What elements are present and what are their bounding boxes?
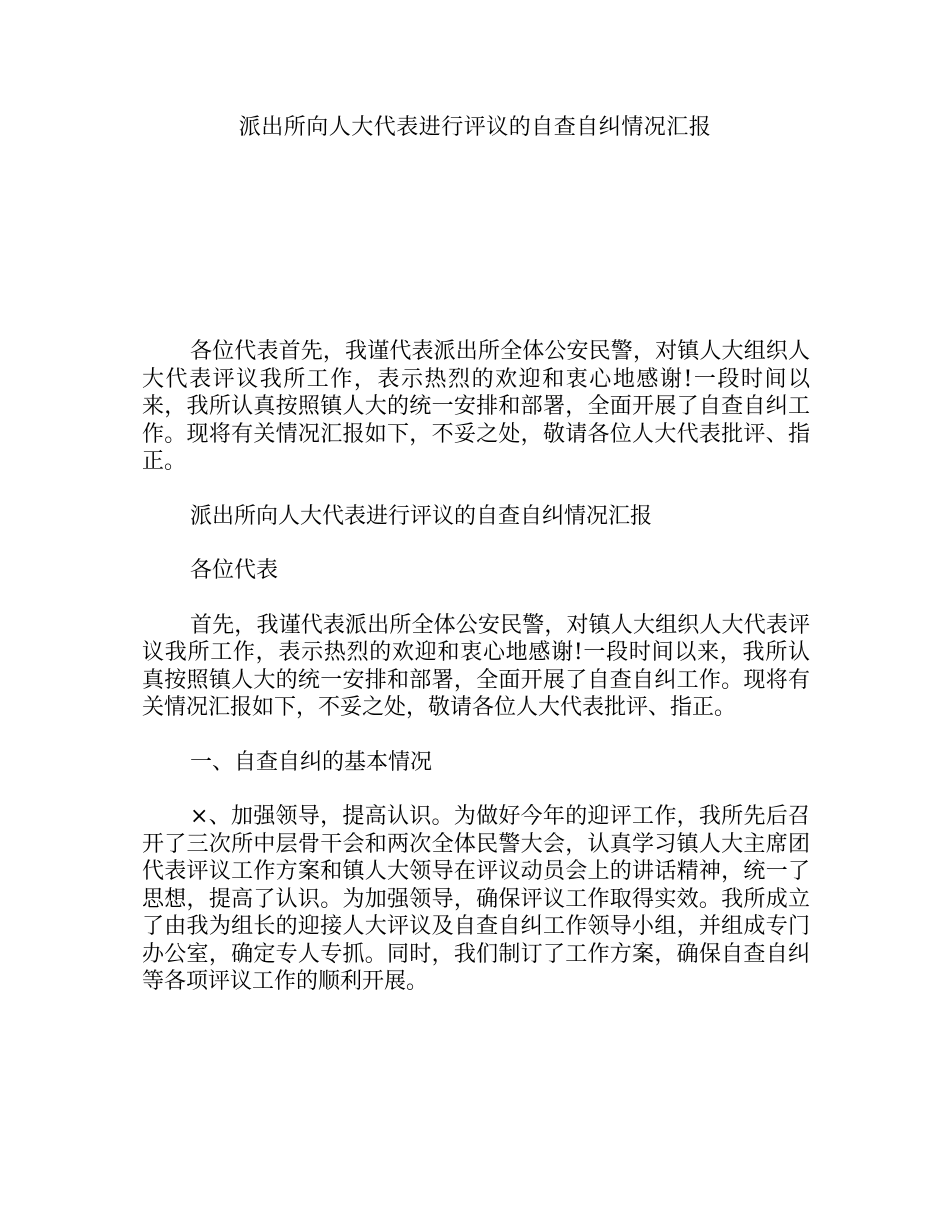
paragraph-introduction: 首先，我谨代表派出所全体公安民警，对镇人大组织人大代表评议我所工作，表示热烈的欢迎和衷心地感谢!一段时间以来，我所认真按照镇人大的统一安排和部署，全面开展了自查自纠工作。现将有关情况汇报如下，不妥之处，敬请各位人大代表批评、指正。 (142, 612, 810, 720)
document-title: 派出所向人大代表进行评议的自查自纠情况汇报 (238, 115, 712, 140)
paragraph-leadership: ×、加强领导，提高认识。为做好今年的迎评工作，我所先后召开了三次所中层骨干会和两次全体民警大会，认真学习镇人大主席团代表评议工作方案和镇人大领导在评议动员会上的讲话精神，统一了思想，提高了认识。为加强领导，确保评议工作取得实效。我所成立了由我为组长的迎接人大评议及自查自纠工作领导小组，并组成专门办公室，确定专人专抓。同时，我们制订了工作方案，确保自查自纠等各项评议工作的顺利开展。 (142, 804, 810, 994)
paragraph-opening: 各位代表首先，我谨代表派出所全体公安民警，对镇人大组织人大代表评议我所工作，表示热烈的欢迎和衷心地感谢!一段时间以来，我所认真按照镇人大的统一安排和部署，全面开展了自查自纠工作。现将有关情况汇报如下，不妥之处，敬请各位人大代表批评、指正。 (142, 339, 810, 474)
paragraph-salutation: 各位代表 (190, 558, 279, 583)
paragraph-repeated-title: 派出所向人大代表进行评议的自查自纠情况汇报 (190, 503, 653, 529)
section-heading-basic-situation: 一、自查自纠的基本情况 (190, 749, 433, 775)
document-body (142, 338, 810, 996)
